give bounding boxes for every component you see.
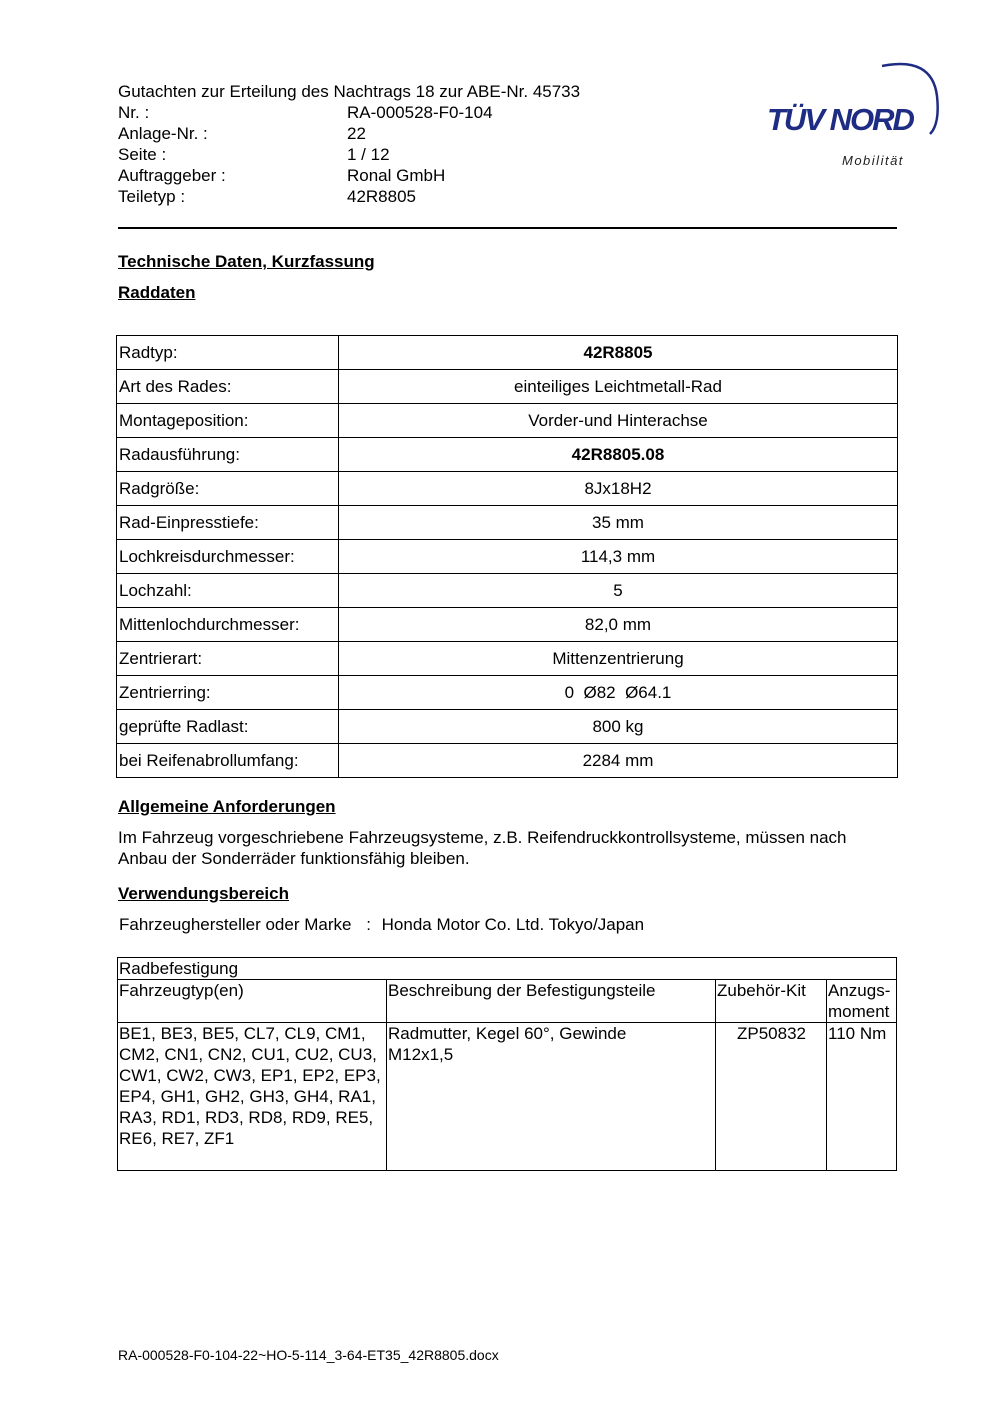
header-label: Anlage-Nr. : bbox=[118, 124, 208, 143]
table-row bbox=[117, 336, 898, 370]
cell-value: einteiliges Leichtmetall-Rad bbox=[339, 370, 898, 404]
table-row bbox=[117, 744, 898, 778]
table-row bbox=[117, 506, 898, 540]
cell-label: Montageposition: bbox=[117, 404, 339, 438]
column-header: Fahrzeugtyp(en) bbox=[118, 980, 387, 1023]
table-row bbox=[117, 438, 898, 472]
table-row bbox=[117, 404, 898, 438]
cell-value: 5 bbox=[339, 574, 898, 608]
column-header: Anzugs-moment bbox=[827, 980, 897, 1023]
cell-label: Rad-Einpresstiefe: bbox=[117, 506, 339, 540]
wheel-data-table bbox=[116, 335, 898, 778]
table-caption-row bbox=[118, 958, 897, 980]
cell-label: Mittenlochdurchmesser: bbox=[117, 608, 339, 642]
cell-label: Lochzahl: bbox=[117, 574, 339, 608]
header-label: Nr. : bbox=[118, 103, 150, 122]
mounting-table bbox=[117, 957, 897, 1171]
heading-raddaten: Raddaten bbox=[118, 283, 196, 302]
cell-value: 800 kg bbox=[339, 710, 898, 744]
header-label: Auftraggeber : bbox=[118, 166, 226, 185]
tuv-nord-logo bbox=[762, 56, 942, 176]
cell-value: 35 mm bbox=[339, 506, 898, 540]
footer-filename: RA-000528-F0-104-22~HO-5-114_3-64-ET35_42R8805.docx bbox=[118, 1347, 499, 1363]
cell-vehicle-types: BE1, BE3, BE5, CL7, CL9, CM1, CM2, CN1, CN2, CU1, CU2, CU3, CW1, CW2, CW3, EP1, EP2, EP3, EP4, GH1, GH2, GH3, GH4, RA1, RA3, RD1, RD3, RD8, RD9, RE5, RE6, RE7, ZF1 bbox=[118, 1023, 387, 1171]
header-divider bbox=[118, 227, 897, 229]
usage-label: Fahrzeughersteller oder Marke bbox=[119, 915, 352, 934]
table-row bbox=[117, 642, 898, 676]
cell-value: 42R8805.08 bbox=[339, 438, 898, 472]
table-row bbox=[117, 574, 898, 608]
cell-value: 42R8805 bbox=[339, 336, 898, 370]
column-header: Zubehör-Kit bbox=[716, 980, 827, 1023]
cell-label: Lochkreisdurchmesser: bbox=[117, 540, 339, 574]
cell-value: Mittenzentrierung bbox=[339, 642, 898, 676]
cell-label: Radgröße: bbox=[117, 472, 339, 506]
document-title: Gutachten zur Erteilung des Nachtrags 18 zur ABE-Nr. 45733 bbox=[118, 82, 581, 101]
table-row bbox=[117, 472, 898, 506]
cell-value: 114,3 mm bbox=[339, 540, 898, 574]
cell-label: bei Reifenabrollumfang: bbox=[117, 744, 339, 778]
cell-label: Zentrierring: bbox=[117, 676, 339, 710]
usage-separator: : bbox=[366, 915, 371, 934]
usage-line bbox=[118, 914, 644, 935]
cell-value: Vorder-und Hinterachse bbox=[339, 404, 898, 438]
table-row bbox=[117, 710, 898, 744]
logo-subtitle: Mobilität bbox=[842, 153, 904, 168]
header-value: 22 bbox=[347, 124, 366, 143]
logo-brand: TÜV NORD bbox=[767, 102, 913, 137]
header-value: RA-000528-F0-104 bbox=[347, 103, 493, 122]
table-row bbox=[117, 540, 898, 574]
table-caption: Radbefestigung bbox=[118, 958, 897, 980]
cell-kit: ZP50832 bbox=[716, 1023, 827, 1171]
cell-label: Radtyp: bbox=[117, 336, 339, 370]
header-value: 42R8805 bbox=[347, 187, 417, 206]
table-row bbox=[117, 370, 898, 404]
cell-value: 0 Ø82 Ø64.1 bbox=[339, 676, 898, 710]
table-row bbox=[117, 608, 898, 642]
cell-torque: 110 Nm bbox=[827, 1023, 897, 1171]
header-value: Ronal GmbH bbox=[347, 166, 446, 185]
cell-label: Radausführung: bbox=[117, 438, 339, 472]
header-label: Seite : bbox=[118, 145, 167, 164]
table-row bbox=[117, 676, 898, 710]
column-header: Beschreibung der Befestigungsteile bbox=[387, 980, 716, 1023]
header-label: Teiletyp : bbox=[118, 187, 186, 206]
requirements-paragraph: Im Fahrzeug vorgeschriebene Fahrzeugsysteme, z.B. Reifendruckkontrollsysteme, müssen nach Anbau der Sonderräder funktionsfähig bleiben. bbox=[118, 828, 847, 868]
cell-value: 82,0 mm bbox=[339, 608, 898, 642]
cell-label: Art des Rades: bbox=[117, 370, 339, 404]
table-header-row bbox=[118, 980, 897, 1023]
cell-value: 2284 mm bbox=[339, 744, 898, 778]
cell-label: Zentrierart: bbox=[117, 642, 339, 676]
header-value: 1 / 12 bbox=[347, 145, 390, 164]
cell-value: 8Jx18H2 bbox=[339, 472, 898, 506]
cell-description: Radmutter, Kegel 60°, Gewinde M12x1,5 bbox=[387, 1023, 716, 1171]
heading-allgemeine-anforderungen: Allgemeine Anforderungen bbox=[118, 797, 336, 816]
table-row bbox=[118, 1023, 897, 1171]
heading-verwendungsbereich: Verwendungsbereich bbox=[118, 884, 289, 903]
heading-tech-data: Technische Daten, Kurzfassung bbox=[118, 252, 375, 271]
usage-value: Honda Motor Co. Ltd. Tokyo/Japan bbox=[381, 915, 645, 934]
cell-label: geprüfte Radlast: bbox=[117, 710, 339, 744]
